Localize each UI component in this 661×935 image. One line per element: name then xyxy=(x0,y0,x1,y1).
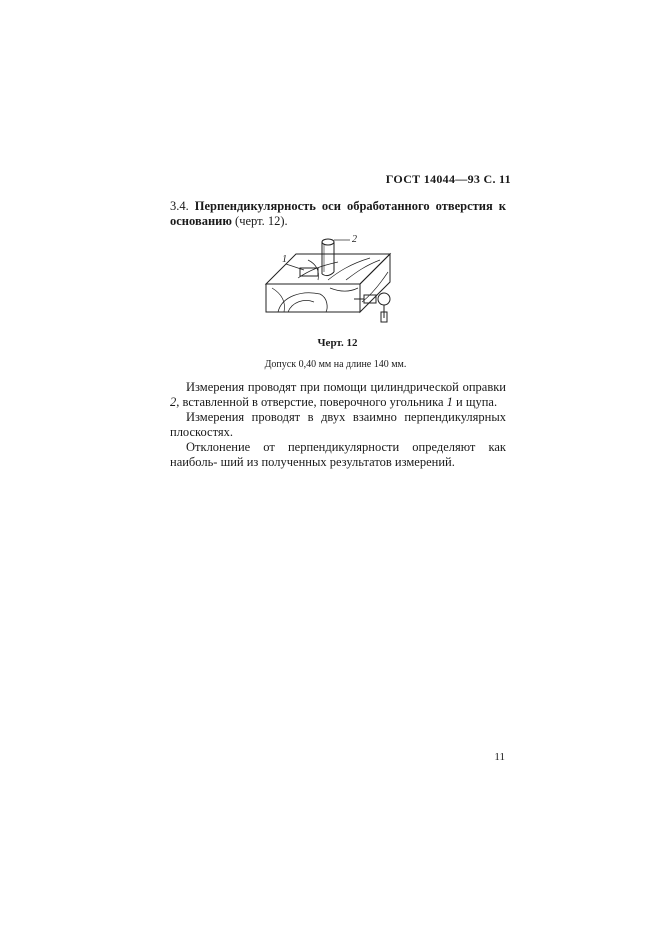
paragraph-1: Измерения проводят при помощи цилиндрической оправки 2, вставленной в отверстие, поверочного угольника 1 и щупа. xyxy=(170,380,506,409)
cylindrical-mandrel xyxy=(322,239,334,276)
tolerance-note: Допуск 0,40 мм на длине 140 мм. xyxy=(264,359,407,370)
document-header: ГОСТ 14044—93 С. 11 xyxy=(385,172,511,186)
page-number: 11 xyxy=(494,751,505,763)
section-title: Перпендикулярность оси обработанного отверстия к основанию xyxy=(170,199,506,228)
paragraph-3: Отклонение от перпендикулярности определяют как наиболь- ший из полученных результатов измерений. xyxy=(170,440,506,469)
block-front-face xyxy=(266,284,360,312)
figure-drawing xyxy=(258,232,398,332)
figure-caption: Черт. 12 xyxy=(317,337,358,349)
section-number: 3.4. xyxy=(170,199,189,213)
feeler-indicator xyxy=(354,293,390,322)
section-heading xyxy=(170,199,506,229)
figure-reference: (черт. 12). xyxy=(231,214,288,228)
paragraph-2: Измерения проводят в двух взаимно перпендикулярных плоскостях. xyxy=(170,410,506,439)
label-1: 1 xyxy=(282,254,287,265)
body-text xyxy=(170,380,506,470)
label-2: 2 xyxy=(352,234,357,245)
